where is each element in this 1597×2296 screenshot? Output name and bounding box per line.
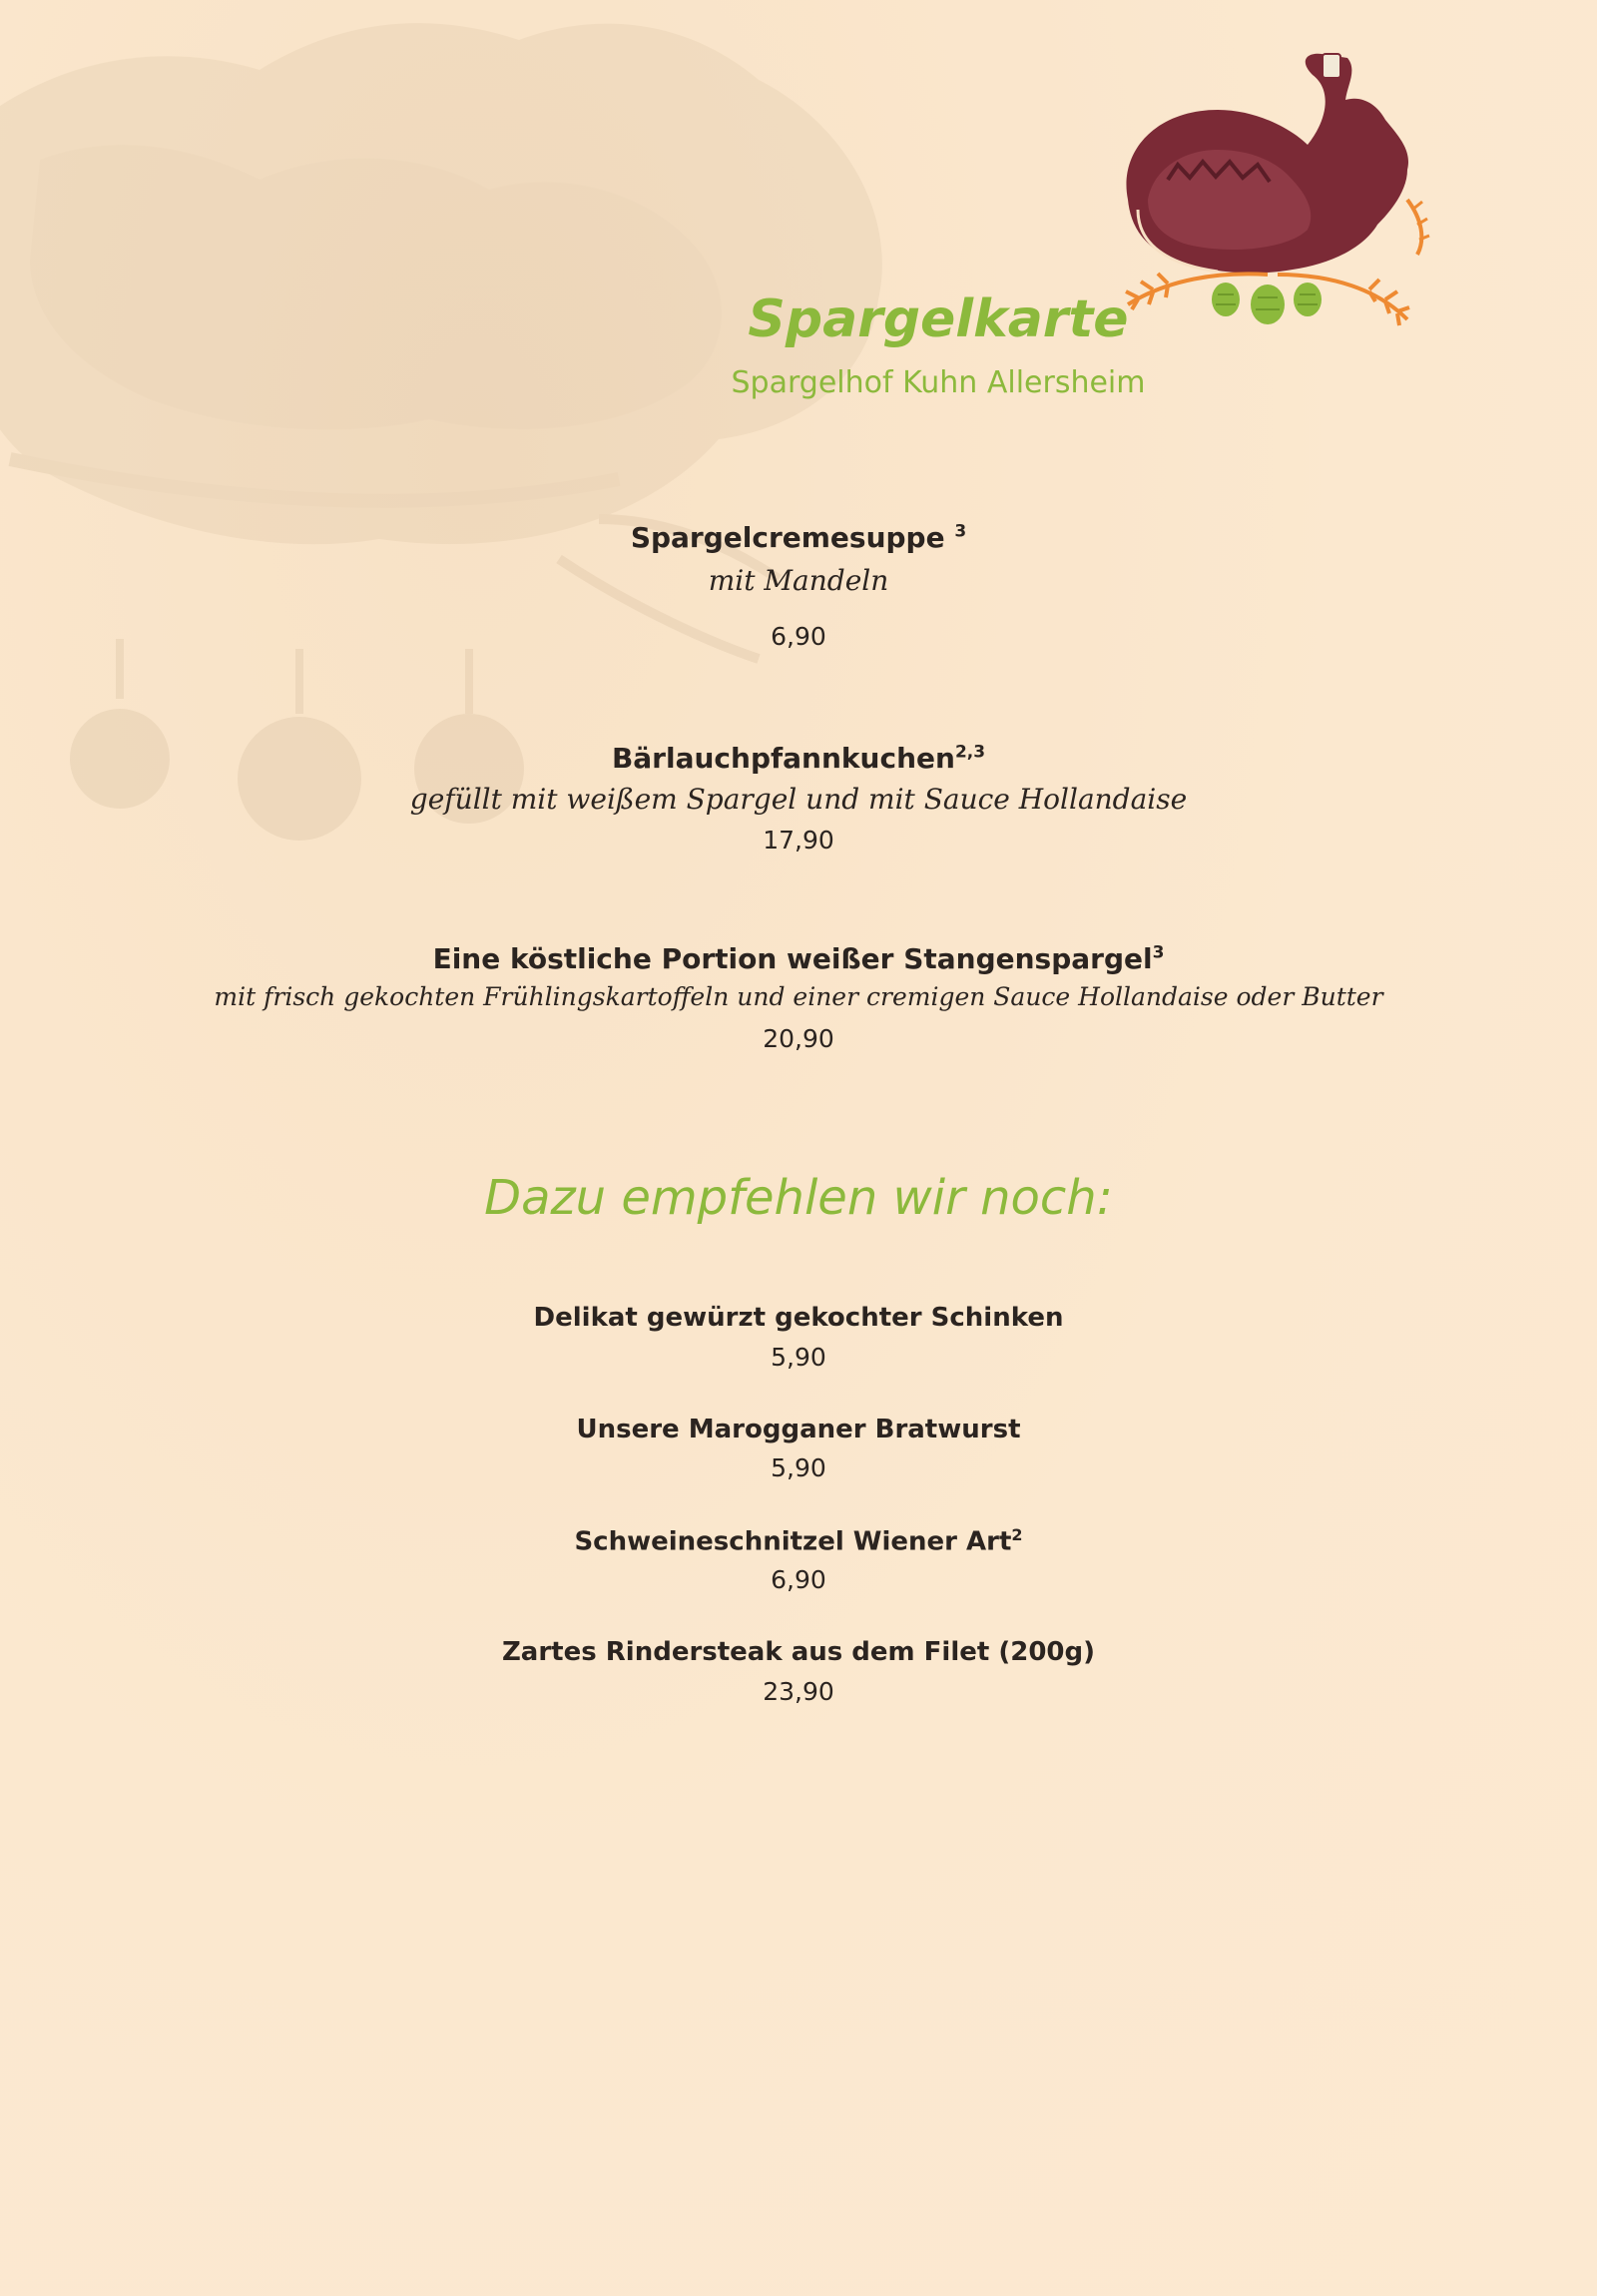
menu-item-description: mit frisch gekochten Frühlingskartoffeln und einer cremigen Sauce Hollandaise oder Butter: [214, 982, 1383, 1011]
menu-item-description: mit Mandeln: [708, 564, 889, 597]
menu-item: [0, 742, 1597, 775]
recommendation-name: Unsere Marogganer Bratwurst: [576, 1415, 1021, 1444]
menu-item: [0, 942, 1597, 975]
recommendations-heading: Dazu empfehlen wir noch:: [484, 1170, 1113, 1226]
page-title: Spargelkarte: [748, 289, 1129, 349]
footnote-marker: 2: [1011, 1525, 1023, 1544]
recommendation-item: [0, 1637, 1597, 1667]
footnote-marker: 3: [1152, 942, 1165, 963]
menu-item-price: 6,90: [771, 622, 826, 651]
menu-item: [0, 521, 1597, 554]
menu-item-name: Bärlauchpfannkuchen$^{2,3}$: [611, 742, 986, 775]
recommendation-name: Schweineschnitzel Wiener Art$^2$: [574, 1525, 1023, 1557]
recommendation-item: [0, 1303, 1597, 1333]
recommendation-price: 23,90: [763, 1677, 834, 1706]
footnote-marker: 3: [954, 521, 967, 542]
page-subtitle: Spargelhof Kuhn Allersheim: [731, 365, 1146, 400]
menu-item-price: 20,90: [763, 1024, 834, 1053]
recommendation-item: [0, 1415, 1597, 1444]
recommendation-price: 5,90: [771, 1453, 826, 1482]
recommendation-item: [0, 1525, 1597, 1557]
menu-item-price: 17,90: [763, 826, 834, 855]
footnote-marker: 2,3: [954, 742, 986, 763]
menu-item-name: Eine köstliche Portion weißer Stangenspargel$^3$: [432, 942, 1165, 975]
menu-item-name: Spargelcremesuppe $^3$: [630, 521, 967, 554]
recommendation-price: 5,90: [771, 1343, 826, 1372]
menu-item-description: gefüllt mit weißem Spargel und mit Sauce Hollandaise: [409, 783, 1188, 816]
recommendation-name: Delikat gewürzt gekochter Schinken: [533, 1303, 1064, 1333]
recommendation-price: 6,90: [771, 1565, 826, 1594]
recommendation-name: Zartes Rindersteak aus dem Filet (200g): [501, 1637, 1096, 1667]
